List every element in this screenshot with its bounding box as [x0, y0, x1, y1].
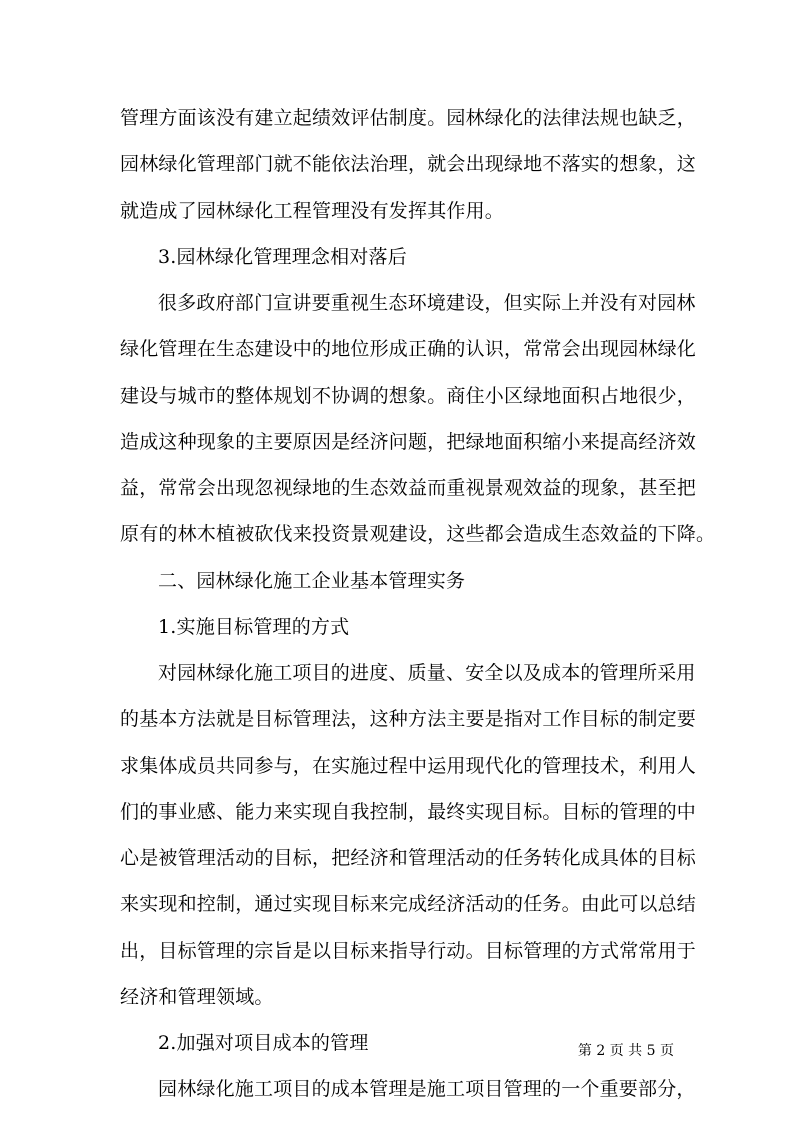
text-line: 管理方面该没有建立起绩效评估制度。园林绿化的法律法规也缺乏，	[120, 107, 697, 129]
section-heading: 3.园林绿化管理理念相对落后	[158, 245, 407, 268]
text-line: 造成这种现象的主要原因是经济问题，把绿地面积缩小来提高经济效	[120, 430, 697, 453]
chapter-heading: 二、园林绿化施工企业基本管理实务	[158, 569, 466, 592]
text-line: 对园林绿化施工项目的进度、质量、安全以及成本的管理所采用	[158, 662, 696, 684]
text-line: 求集体成员共同参与，在实施过程中运用现代化的管理技术，利用人	[120, 754, 697, 777]
section-heading: 2.加强对项目成本的管理	[158, 1032, 369, 1054]
total-pages-number: 5	[646, 1043, 656, 1059]
text-line: 绿化管理在生态建设中的地位形成正确的认识，常常会出现园林绿化	[120, 338, 697, 361]
footer-middle: 页 共	[609, 1043, 643, 1059]
text-line: 就造成了园林绿化工程管理没有发挥其作用。	[120, 199, 505, 222]
text-line: 园林绿化施工项目的成本管理是施工项目管理的一个重要部分，	[158, 1078, 696, 1101]
text-line: 建设与城市的整体规划不协调的想象。商住小区绿地面积占地很少，	[120, 384, 697, 407]
footer-suffix: 页	[660, 1043, 674, 1059]
text-line: 园林绿化管理部门就不能依法治理，就会出现绿地不落实的想象，这	[120, 153, 697, 176]
text-line: 原有的林木植被砍伐来投资景观建设，这些都会造成生态效益的下降。	[120, 523, 716, 546]
document-body	[120, 95, 716, 1113]
current-page-number: 2	[596, 1043, 606, 1059]
text-line: 的基本方法就是目标管理法，这种方法主要是指对工作目标的制定要	[120, 708, 697, 731]
text-line: 益，常常会出现忽视绿地的生态效益而重视景观效益的现象，甚至把	[120, 477, 697, 499]
footer-prefix: 第	[577, 1043, 592, 1059]
section-heading: 1.实施目标管理的方式	[158, 615, 350, 638]
text-line: 来实现和控制，通过实现目标来完成经济活动的任务。由此可以总结	[120, 893, 697, 916]
page-footer	[578, 1041, 674, 1061]
text-line: 心是被管理活动的目标，把经济和管理活动的任务转化成具体的目标	[120, 847, 697, 869]
text-line: 出，目标管理的宗旨是以目标来指导行动。目标管理的方式常常用于	[120, 939, 697, 962]
text-line: 们的事业感、能力来实现自我控制，最终实现目标。目标的管理的中	[120, 800, 697, 823]
text-line: 经济和管理领域。	[120, 985, 274, 1008]
text-line: 很多政府部门宣讲要重视生态环境建设，但实际上并没有对园林	[158, 292, 696, 314]
